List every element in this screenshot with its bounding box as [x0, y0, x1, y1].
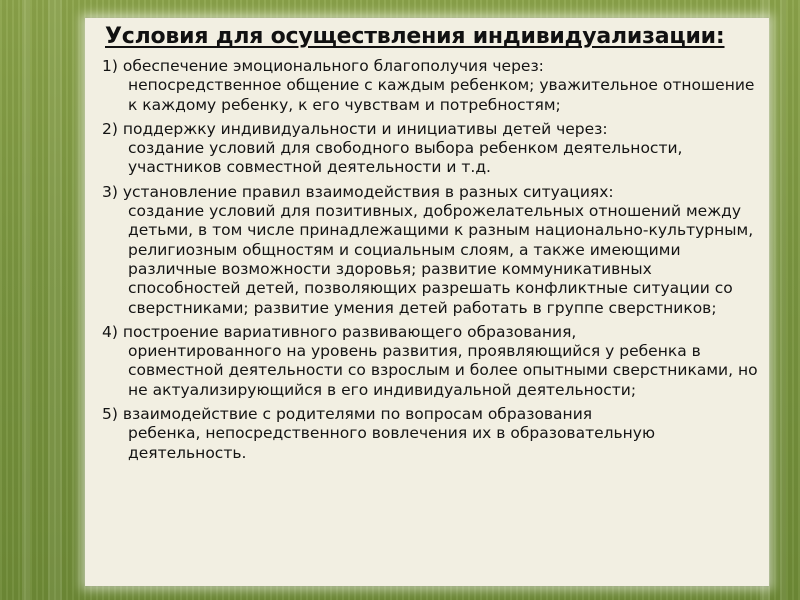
list-item-text: непосредственное общение с каждым ребенком; уважительное отношение к каждому ребенку, к его чувствам и потребностям; — [128, 76, 755, 114]
list-item-text: ориентированного на уровень развития, проявляющийся у ребенка в совместной деятельности со взрослым и более опытными сверстниками, но не актуализирующийся в его индивидуальной деятельности; — [128, 342, 758, 399]
list-item — [102, 120, 764, 178]
background-stripe — [780, 0, 786, 600]
list-item — [102, 183, 764, 318]
list-item — [102, 405, 764, 463]
list-item-heading: 5) взаимодействие с родителями по вопросам образования — [102, 405, 593, 424]
background-stripe — [22, 0, 30, 600]
list-item-text: создание условий для позитивных, доброжелательных отношений между детьми, в том числе принадлежащими к разным национально-культурным, религиозным общностям и социальным слоям, а также имеющими различные возможности здоровья; развитие коммуникативных способностей детей, позволяющих разрешать конфликтные ситуации со сверстниками; развитие умения детей работать в группе сверстников; — [128, 202, 754, 317]
list-item-heading: 4) построение вариативного развивающего образования, — [102, 322, 577, 341]
list-item-heading: 1) обеспечение эмоционального благополучия через: — [102, 57, 544, 75]
list-item-heading: 3) установление правил взаимодействия в разных ситуациях: — [102, 182, 614, 201]
background-stripe — [48, 0, 62, 600]
list-item — [102, 57, 764, 115]
conditions-list — [102, 57, 764, 468]
list-item-text: создание условий для свободного выбора ребенком деятельности, участников совместной деятельности и т.д. — [128, 139, 683, 177]
list-item — [102, 323, 764, 400]
slide-title: Условия для осуществления индивидуализации: — [105, 24, 725, 49]
list-item-heading: 2) поддержку индивидуальности и инициативы детей через: — [102, 119, 608, 138]
list-item-text: ребенка, непосредственного вовлечения их в образовательную деятельность. — [128, 424, 656, 462]
